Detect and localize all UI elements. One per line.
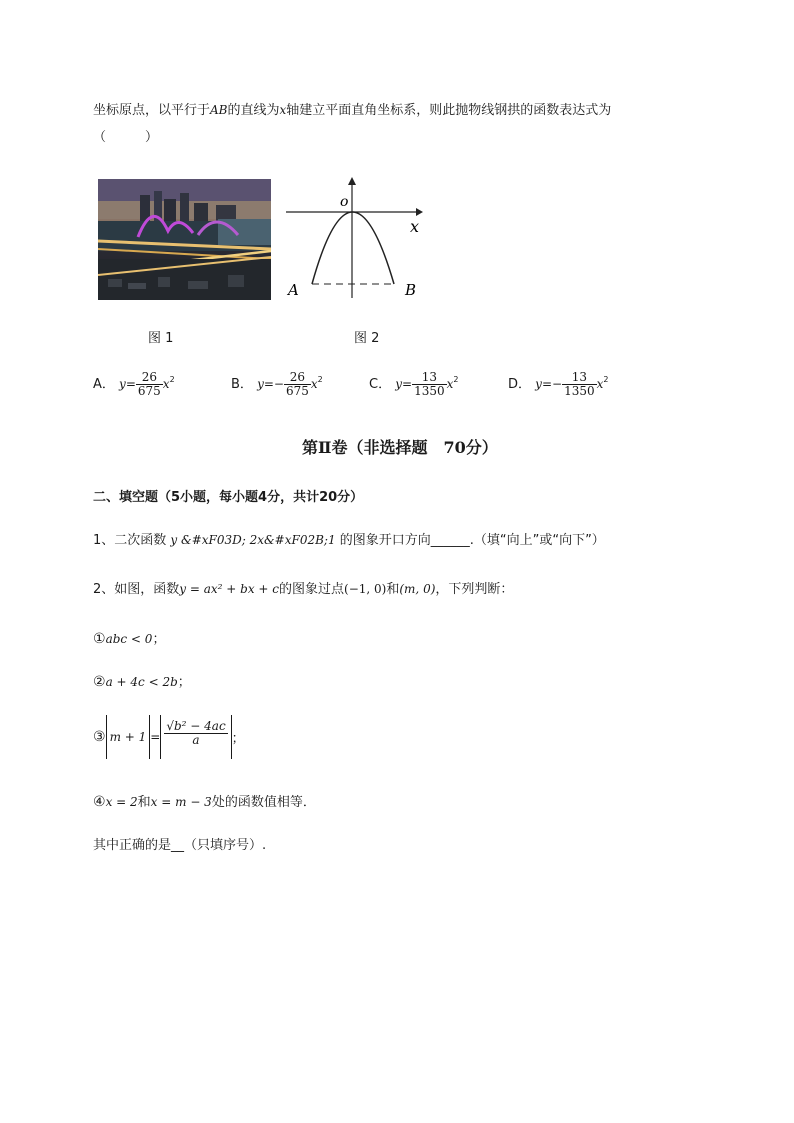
figure-1-caption: 图 1 xyxy=(148,331,174,346)
section-heading: 二、填空题（5小题，每小题4分，共计20分） xyxy=(93,490,364,505)
question-line-1: 坐标原点，以平行于AB的直线为x轴建立平面直角坐标系，则此抛物线钢拱的函数表达式为 xyxy=(93,103,612,118)
judgement-2: ②a + 4c < 2b； xyxy=(93,674,191,690)
closing-line: 其中正确的是__（只填序号）. xyxy=(93,838,267,853)
choice-b-fraction: $\frac{26}{675}$ xyxy=(285,370,309,398)
choice-c-fraction: $\frac{13}{1350}$ xyxy=(414,370,445,398)
abs-fraction: $\frac{\text{√b² − 4ac}}{a}$ xyxy=(160,715,231,759)
choice-c: C． y= $\frac{13}{1350}$ $x^2$ xyxy=(369,370,459,398)
x-axis-arrow-icon xyxy=(416,208,423,216)
section-title: 第Ⅱ卷（非选择题 70分） xyxy=(302,438,498,457)
question-2: 2、如图，函数y = ax² + bx + c的图象过点(−1, 0)和(m, 0)，下列判断： xyxy=(93,582,514,597)
question-1: 1、二次函数 y &#xF03D; 2x&#xF02B;1 的图象开口方向______.（填“向上”或“向下”） xyxy=(93,533,605,548)
judgement-4: ④x = 2和x = m − 3处的函数值相等． xyxy=(93,794,316,810)
choice-a: A． y= $\frac{26}{675}$ $x^2$ xyxy=(93,370,175,398)
point-a-label: A xyxy=(288,281,299,299)
point-b-label: B xyxy=(405,281,417,299)
parabola-curve xyxy=(312,212,394,284)
x-axis-label: x xyxy=(410,217,420,236)
answer-blank: （ ） xyxy=(93,130,159,145)
q2-function: y = ax² + bx + c xyxy=(179,582,280,596)
bridge-photo-illustration xyxy=(98,179,271,300)
bridge-photo xyxy=(98,179,271,300)
judgement-3: ③ m + 1 = $\frac{\text{√b² − 4ac}}{a}$ ； xyxy=(93,715,245,765)
choice-b: B． y=− $\frac{26}{675}$ $x^2$ xyxy=(231,370,323,398)
parabola-diagram xyxy=(282,174,428,304)
ab-segment: AB xyxy=(210,103,228,117)
choice-d-fraction: $\frac{13}{1350}$ xyxy=(564,370,595,398)
judgement-1: ①abc < 0； xyxy=(93,631,166,647)
x-var: x xyxy=(279,103,287,117)
choice-a-fraction: $\frac{26}{675}$ xyxy=(137,370,161,398)
figure-2-caption: 图 2 xyxy=(354,331,380,346)
origin-label: o xyxy=(340,194,349,210)
y-axis-arrow-icon xyxy=(348,177,356,185)
choice-d: D． y=− $\frac{13}{1350}$ $x^2$ xyxy=(508,370,609,398)
abs-m-plus-1: m + 1 xyxy=(106,715,151,759)
q1-expression: y &#xF03D; 2x&#xF02B;1 xyxy=(170,533,336,547)
